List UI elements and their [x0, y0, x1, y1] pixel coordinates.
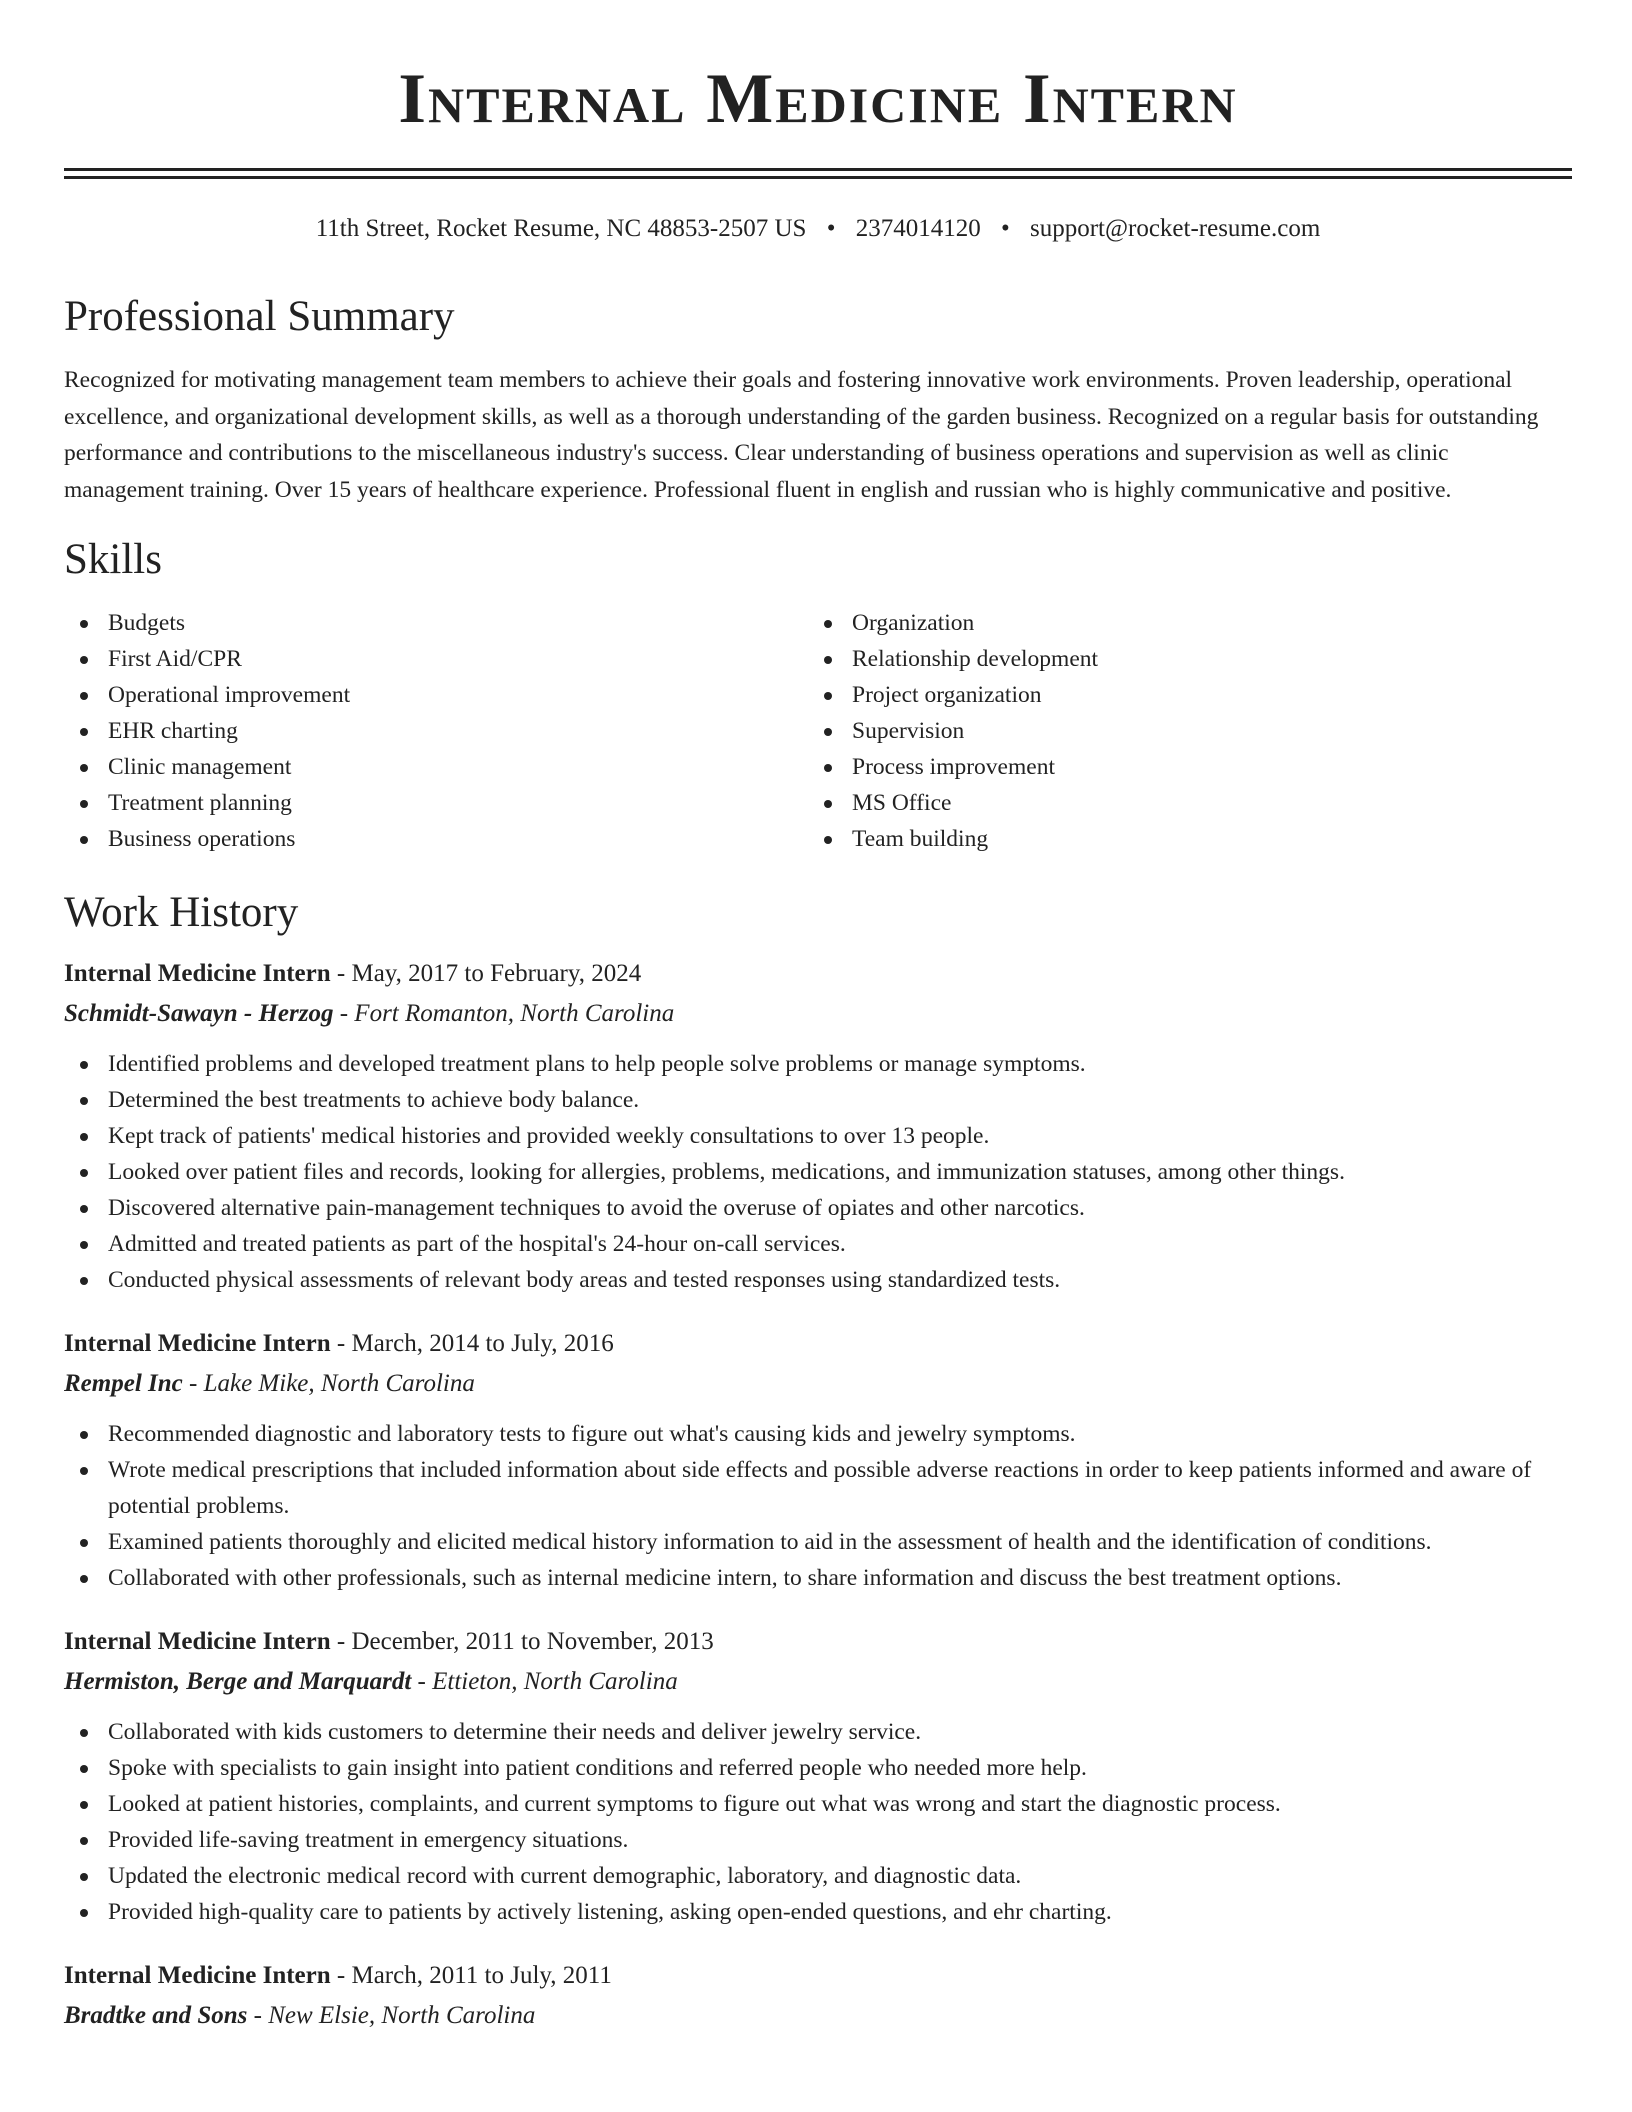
job-dates: - March, 2011 to July, 2011 — [330, 1962, 612, 1989]
summary-heading: Professional Summary — [64, 293, 455, 340]
skill-item: Business operations — [64, 821, 808, 857]
job-bullet: Discovered alternative pain-management techniques to avoid the overuse of opiates and other narcotics. — [64, 1190, 1572, 1226]
job-role: Internal Medicine Intern — [64, 1962, 331, 1989]
skill-item: Relationship development — [808, 641, 1552, 677]
skill-item: Treatment planning — [64, 785, 808, 821]
title-double-rule — [64, 168, 1572, 179]
job-entry — [64, 954, 1572, 1298]
job-bullet: Provided life-saving treatment in emergency situations. — [64, 1822, 1572, 1858]
job-bullet: Spoke with specialists to gain insight into patient conditions and referred people who needed more help. — [64, 1750, 1572, 1786]
job-bullet: Provided high-quality care to patients by actively listening, asking open-ended questions, and ehr charting. — [64, 1894, 1572, 1930]
job-company: Schmidt-Sawayn - Herzog — [64, 1000, 334, 1027]
skills-heading: Skills — [64, 536, 162, 583]
job-entry — [64, 1956, 1572, 2036]
contact-separator: • — [826, 215, 836, 242]
job-bullets — [64, 1416, 1572, 1596]
resume-page — [64, 0, 1572, 2036]
job-role: Internal Medicine Intern — [64, 960, 331, 987]
job-entry — [64, 1622, 1572, 1930]
skill-item: Organization — [808, 605, 1552, 641]
job-role: Internal Medicine Intern — [64, 1628, 331, 1655]
contact-line — [64, 215, 1572, 247]
job-bullet: Kept track of patients' medical histories and provided weekly consultations to over 13 people. — [64, 1118, 1572, 1154]
job-dates: - March, 2014 to July, 2016 — [330, 1330, 614, 1357]
contact-phone: 2374014120 — [855, 215, 981, 242]
job-bullet: Looked over patient files and records, looking for allergies, problems, medications, and immunization statuses, among other things. — [64, 1154, 1572, 1190]
skill-item: Team building — [808, 821, 1552, 857]
skills-list — [64, 605, 1572, 857]
job-bullet: Recommended diagnostic and laboratory tests to figure out what's causing kids and jewelry symptoms. — [64, 1416, 1572, 1452]
job-dates: - May, 2017 to February, 2024 — [330, 960, 642, 987]
job-location: - Ettieton, North Carolina — [411, 1668, 678, 1695]
skills-column-left — [64, 605, 808, 857]
job-location: - Lake Mike, North Carolina — [182, 1370, 475, 1397]
job-bullet: Collaborated with other professionals, such as internal medicine intern, to share information and discuss the best treatment options. — [64, 1560, 1572, 1596]
job-bullet: Determined the best treatments to achieve body balance. — [64, 1082, 1572, 1118]
job-header — [64, 954, 1572, 994]
job-bullet: Examined patients thoroughly and elicited medical history information to aid in the assessment of health and the identification of conditions. — [64, 1524, 1572, 1560]
job-header — [64, 1956, 1572, 1996]
job-bullet: Admitted and treated patients as part of the hospital's 24-hour on-call services. — [64, 1226, 1572, 1262]
job-bullet: Wrote medical prescriptions that included information about side effects and possible adverse reactions in order to keep patients informed and aware of potential problems. — [64, 1452, 1572, 1524]
skill-item: Clinic management — [64, 749, 808, 785]
job-bullet: Collaborated with kids customers to determine their needs and deliver jewelry service. — [64, 1714, 1572, 1750]
skill-item: First Aid/CPR — [64, 641, 808, 677]
job-location: - New Elsie, North Carolina — [247, 2002, 536, 2029]
job-employer — [64, 994, 1572, 1034]
job-company: Rempel Inc — [64, 1370, 183, 1397]
job-bullet: Updated the electronic medical record with current demographic, laboratory, and diagnostic data. — [64, 1858, 1572, 1894]
summary-text: Recognized for motivating management team members to achieve their goals and fostering innovative work environments. Proven leadership, operational excellence, and organizational development skills, as well as a thorough understanding of the garden business. Recognized on a regular basis for outstanding performance and contributions to the miscellaneous industry's success. Clear understanding of business operations and supervision as well as clinic management training. Over 15 years of healthcare experience. Professional fluent in english and russian who is highly communicative and positive. — [64, 367, 1539, 503]
job-bullet: Looked at patient histories, complaints, and current symptoms to figure out what was wrong and start the diagnostic process. — [64, 1786, 1572, 1822]
skill-item: Process improvement — [808, 749, 1552, 785]
contact-address: 11th Street, Rocket Resume, NC 48853-2507 US — [315, 215, 807, 242]
contact-email: support@rocket-resume.com — [1029, 215, 1321, 242]
job-bullets — [64, 1714, 1572, 1930]
job-company: Hermiston, Berge and Marquardt — [64, 1668, 412, 1695]
job-company: Bradtke and Sons — [64, 2002, 248, 2029]
job-entry — [64, 1324, 1572, 1596]
skill-item: Supervision — [808, 713, 1552, 749]
job-employer — [64, 1364, 1572, 1404]
job-header — [64, 1324, 1572, 1364]
skill-item: Operational improvement — [64, 677, 808, 713]
job-bullet: Identified problems and developed treatment plans to help people solve problems or manage symptoms. — [64, 1046, 1572, 1082]
skill-item: Budgets — [64, 605, 808, 641]
contact-separator: • — [1000, 215, 1010, 242]
job-bullet: Conducted physical assessments of relevant body areas and tested responses using standardized tests. — [64, 1262, 1572, 1298]
skill-item: MS Office — [808, 785, 1552, 821]
skill-item: EHR charting — [64, 713, 808, 749]
skills-column-right — [808, 605, 1552, 857]
document-title: Internal Medicine Intern — [398, 60, 1238, 138]
job-role: Internal Medicine Intern — [64, 1330, 331, 1357]
job-header — [64, 1622, 1572, 1662]
job-bullets — [64, 1046, 1572, 1298]
work-history-heading: Work History — [64, 889, 299, 936]
job-employer — [64, 1662, 1572, 1702]
skill-item: Project organization — [808, 677, 1552, 713]
job-location: - Fort Romanton, North Carolina — [333, 1000, 675, 1027]
job-employer — [64, 1996, 1572, 2036]
job-dates: - December, 2011 to November, 2013 — [330, 1628, 714, 1655]
